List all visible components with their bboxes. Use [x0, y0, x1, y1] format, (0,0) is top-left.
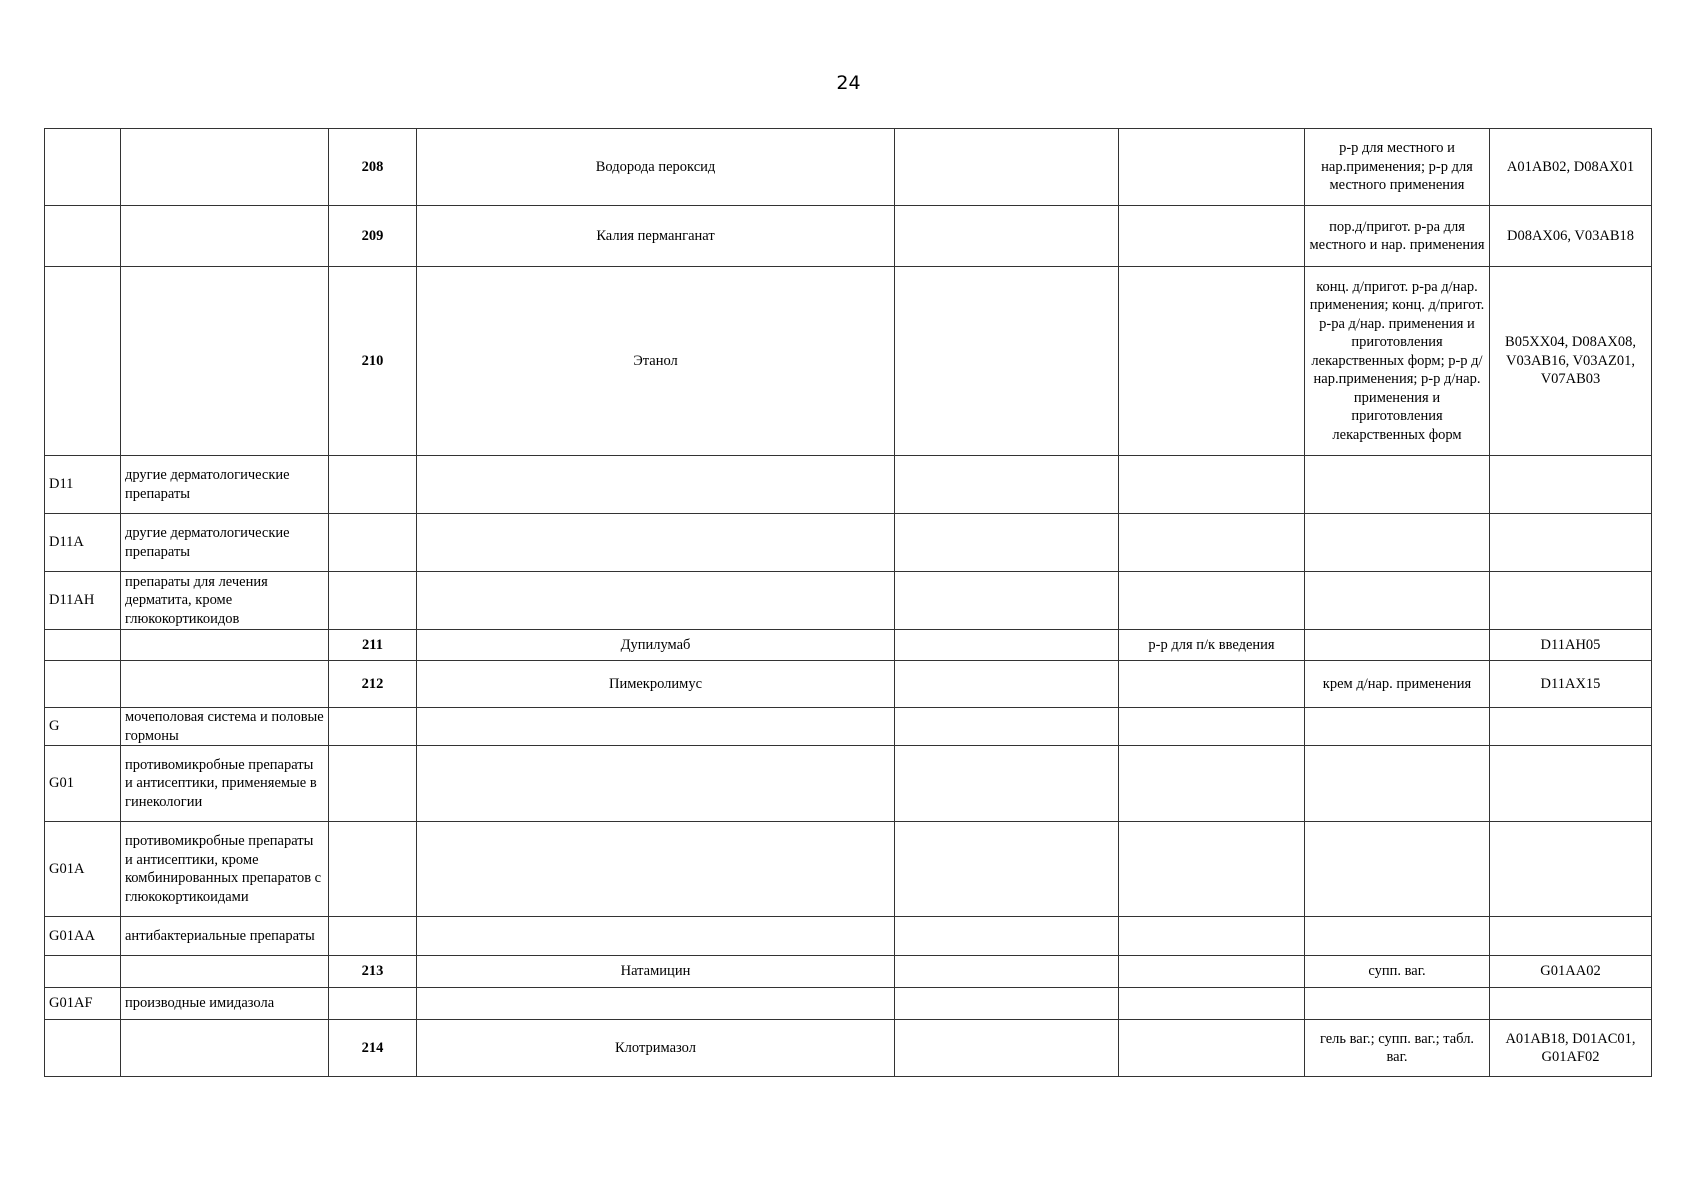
column-5-cell: [895, 746, 1119, 822]
column-6-cell: [1119, 514, 1305, 572]
column-6-cell: [1119, 822, 1305, 917]
column-5-cell: [895, 708, 1119, 746]
drug-name: Водорода пероксид: [417, 129, 895, 206]
item-number: [329, 746, 417, 822]
column-5-cell: [895, 514, 1119, 572]
column-6-cell: [1119, 917, 1305, 956]
atc-group-name: [121, 1020, 329, 1077]
table-row: [45, 456, 1652, 514]
column-5-cell: [895, 917, 1119, 956]
table-row: [45, 572, 1652, 630]
atc-group-code: [45, 956, 121, 988]
atc-group-code: [45, 1020, 121, 1077]
atc-code: [1490, 822, 1652, 917]
atc-group-code: [45, 661, 121, 708]
item-number: [329, 572, 417, 630]
atc-group-code: [45, 206, 121, 267]
atc-group-name: противомикробные препараты и антисептики, применяемые в гинекологии: [121, 746, 329, 822]
drug-name: Калия перманганат: [417, 206, 895, 267]
item-number: 214: [329, 1020, 417, 1077]
item-number: [329, 708, 417, 746]
dosage-form: [1305, 746, 1490, 822]
atc-group-code: [45, 630, 121, 661]
atc-code: A01AB18, D01AC01, G01AF02: [1490, 1020, 1652, 1077]
drug-name: Натамицин: [417, 956, 895, 988]
column-6-cell: [1119, 456, 1305, 514]
dosage-form: [1305, 572, 1490, 630]
atc-group-name: антибактериальные препараты: [121, 917, 329, 956]
dosage-form: [1305, 822, 1490, 917]
drug-name: Клотримазол: [417, 1020, 895, 1077]
atc-code: D11AX15: [1490, 661, 1652, 708]
atc-group-name: [121, 956, 329, 988]
atc-group-code: G01: [45, 746, 121, 822]
column-6-cell: [1119, 572, 1305, 630]
column-6-cell: [1119, 661, 1305, 708]
table-row: [45, 514, 1652, 572]
dosage-form: [1305, 988, 1490, 1020]
item-number: [329, 917, 417, 956]
atc-group-name: [121, 630, 329, 661]
dosage-form: р-р для местного и нар.применения; р-р для местного применения: [1305, 129, 1490, 206]
dosage-form: [1305, 917, 1490, 956]
atc-code: D08AX06, V03AB18: [1490, 206, 1652, 267]
column-5-cell: [895, 456, 1119, 514]
atc-group-code: [45, 267, 121, 456]
table-row: [45, 988, 1652, 1020]
item-number: 211: [329, 630, 417, 661]
atc-code: D11AH05: [1490, 630, 1652, 661]
column-6-cell: [1119, 988, 1305, 1020]
atc-code: [1490, 917, 1652, 956]
dosage-form: [1305, 456, 1490, 514]
dosage-form: крем д/нар. применения: [1305, 661, 1490, 708]
drug-table: [44, 128, 1652, 1077]
item-number: 210: [329, 267, 417, 456]
dosage-form: конц. д/пригот. р-ра д/нар. применения; конц. д/пригот. р-ра д/нар. применения и приготовления лекарственных форм; р-р д/нар.применения; р-р д/нар. применения и приготовления лекарственных форм: [1305, 267, 1490, 456]
column-5-cell: [895, 661, 1119, 708]
page-number: 24: [836, 72, 861, 94]
atc-group-name: мочеполовая система и половые гормоны: [121, 708, 329, 746]
table-row: [45, 822, 1652, 917]
drug-name: [417, 514, 895, 572]
column-6-cell: [1119, 129, 1305, 206]
atc-code: [1490, 572, 1652, 630]
item-number: 209: [329, 206, 417, 267]
atc-code: [1490, 514, 1652, 572]
item-number: [329, 988, 417, 1020]
atc-group-name: другие дерматологические препараты: [121, 514, 329, 572]
item-number: 208: [329, 129, 417, 206]
table-row: [45, 1020, 1652, 1077]
atc-group-code: G01A: [45, 822, 121, 917]
item-number: [329, 822, 417, 917]
column-6-cell: [1119, 1020, 1305, 1077]
dosage-form: гель ваг.; супп. ваг.; табл. ваг.: [1305, 1020, 1490, 1077]
drug-name: [417, 917, 895, 956]
atc-group-code: D11A: [45, 514, 121, 572]
atc-group-name: другие дерматологические препараты: [121, 456, 329, 514]
column-5-cell: [895, 267, 1119, 456]
item-number: [329, 456, 417, 514]
drug-name: [417, 988, 895, 1020]
drug-name: [417, 746, 895, 822]
dosage-form: [1305, 708, 1490, 746]
atc-code: [1490, 708, 1652, 746]
table-row: [45, 630, 1652, 661]
atc-group-code: G01AF: [45, 988, 121, 1020]
column-6-cell: [1119, 267, 1305, 456]
item-number: [329, 514, 417, 572]
table-row: [45, 708, 1652, 746]
drug-name: [417, 572, 895, 630]
atc-group-name: [121, 129, 329, 206]
atc-group-name: производные имидазола: [121, 988, 329, 1020]
table-row: [45, 267, 1652, 456]
dosage-form: [1305, 514, 1490, 572]
column-5-cell: [895, 988, 1119, 1020]
atc-code: [1490, 988, 1652, 1020]
column-6-cell: [1119, 206, 1305, 267]
column-5-cell: [895, 956, 1119, 988]
table-row: [45, 661, 1652, 708]
table-row: [45, 206, 1652, 267]
atc-group-code: G01AA: [45, 917, 121, 956]
column-5-cell: [895, 822, 1119, 917]
drug-name: Этанол: [417, 267, 895, 456]
atc-group-name: [121, 267, 329, 456]
column-6-cell: р-р для п/к введения: [1119, 630, 1305, 661]
atc-group-name: противомикробные препараты и антисептики, кроме комбинированных препаратов с глюкокортикоидами: [121, 822, 329, 917]
drug-name: Дупилумаб: [417, 630, 895, 661]
column-6-cell: [1119, 708, 1305, 746]
dosage-form: супп. ваг.: [1305, 956, 1490, 988]
drug-name: [417, 708, 895, 746]
column-5-cell: [895, 1020, 1119, 1077]
table-row: [45, 917, 1652, 956]
table-row: [45, 746, 1652, 822]
atc-code: [1490, 746, 1652, 822]
atc-group-code: D11: [45, 456, 121, 514]
atc-code: [1490, 456, 1652, 514]
item-number: 212: [329, 661, 417, 708]
column-6-cell: [1119, 746, 1305, 822]
atc-group-code: D11AH: [45, 572, 121, 630]
atc-code: B05XX04, D08AX08, V03AB16, V03AZ01, V07AB03: [1490, 267, 1652, 456]
table-row: [45, 956, 1652, 988]
atc-group-code: G: [45, 708, 121, 746]
column-5-cell: [895, 129, 1119, 206]
drug-name: [417, 822, 895, 917]
column-5-cell: [895, 572, 1119, 630]
drug-name: [417, 456, 895, 514]
drug-name: Пимекролимус: [417, 661, 895, 708]
column-6-cell: [1119, 956, 1305, 988]
atc-code: G01AA02: [1490, 956, 1652, 988]
atc-group-name: [121, 206, 329, 267]
dosage-form: [1305, 630, 1490, 661]
atc-group-name: препараты для лечения дерматита, кроме глюкокортикоидов: [121, 572, 329, 630]
table-row: [45, 129, 1652, 206]
atc-group-code: [45, 129, 121, 206]
atc-code: A01AB02, D08AX01: [1490, 129, 1652, 206]
dosage-form: пор.д/пригот. р-ра для местного и нар. применения: [1305, 206, 1490, 267]
item-number: 213: [329, 956, 417, 988]
column-5-cell: [895, 206, 1119, 267]
column-5-cell: [895, 630, 1119, 661]
atc-group-name: [121, 661, 329, 708]
